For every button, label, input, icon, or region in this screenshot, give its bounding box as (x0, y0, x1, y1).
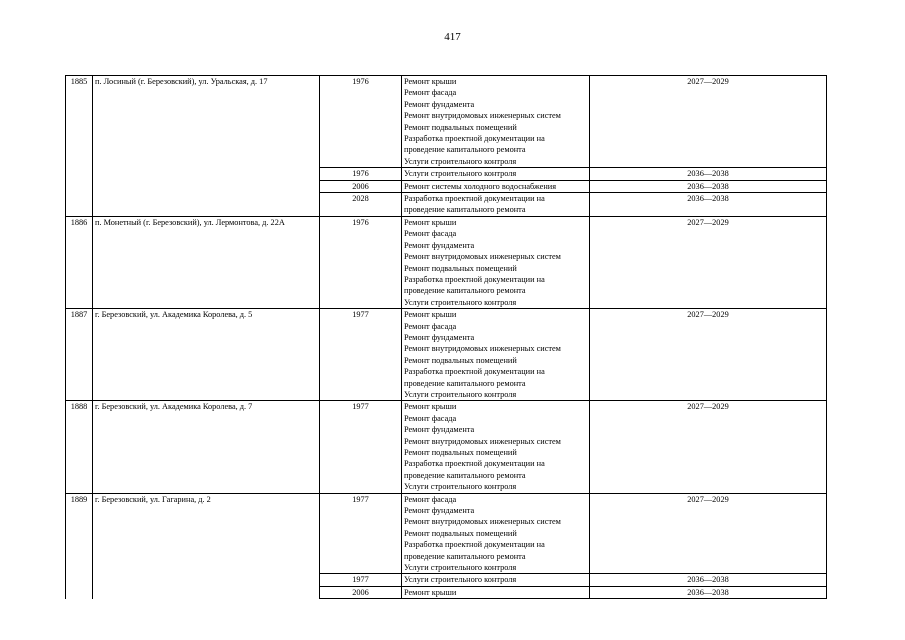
work-item: Ремонт фундамента (404, 240, 475, 250)
work-item: Ремонт крыши (404, 77, 457, 86)
work-list-cell (402, 76, 590, 168)
work-item: Разработка проектной документации на (404, 134, 545, 144)
work-item: Ремонт фасада (404, 229, 457, 239)
work-item: Ремонт фундамента (404, 506, 475, 516)
record-number: 1887 (66, 309, 93, 401)
work-item: Ремонт подвальных помещений (404, 448, 517, 457)
work-list-cell (402, 401, 590, 493)
record-address: г. Березовский, ул. Академика Королева, д. 7 (93, 401, 320, 493)
year-cell: 1977 (320, 309, 402, 401)
record-address: г. Березовский, ул. Академика Королева, д. 5 (93, 309, 320, 401)
work-list-cell (402, 168, 590, 180)
table-row (66, 309, 827, 401)
work-item: Ремонт фундамента (404, 332, 475, 342)
work-list-cell (402, 193, 590, 217)
work-item: Услуги строительного контроля (404, 169, 517, 179)
table-row (66, 493, 827, 574)
work-item: Разработка проектной документации на (404, 367, 545, 377)
year-cell: 2006 (320, 586, 402, 598)
work-list-cell (402, 309, 590, 401)
period-cell: 2027—2029 (590, 401, 827, 493)
period-cell: 2027—2029 (590, 493, 827, 574)
work-item: Ремонт подвальных помещений (404, 355, 517, 365)
work-item: Услуги строительного контроля (404, 482, 517, 492)
work-item: Разработка проектной документации на (404, 459, 545, 469)
work-item: проведение капитального ремонта (404, 286, 526, 296)
work-list-cell (402, 180, 590, 192)
work-list-cell (402, 493, 590, 574)
work-item: Услуги строительного контроля (404, 156, 517, 166)
record-address: г. Березовский, ул. Гагарина, д. 2 (93, 493, 320, 599)
year-cell: 1977 (320, 574, 402, 586)
work-item: Ремонт крыши (404, 217, 457, 227)
work-item: Услуги строительного контроля (404, 297, 517, 307)
work-item: Ремонт подвальных помещений (404, 528, 517, 538)
work-item: проведение капитального ремонта (404, 205, 526, 215)
year-cell: 1976 (320, 168, 402, 180)
work-item: проведение капитального ремонта (404, 145, 526, 155)
table-row (66, 76, 827, 168)
period-cell: 2027—2029 (590, 216, 827, 308)
work-item: Разработка проектной документации на (404, 274, 545, 284)
year-cell: 1976 (320, 216, 402, 308)
work-item: Ремонт системы холодного водоснабжения (404, 181, 557, 191)
period-cell: 2036—2038 (590, 168, 827, 180)
work-item: Ремонт фундамента (404, 425, 475, 435)
repair-schedule-table (65, 75, 827, 599)
work-item: Разработка проектной документации на (404, 540, 545, 550)
record-address: п. Лосиный (г. Березовский), ул. Уральская, д. 17 (93, 76, 320, 217)
year-cell: 1977 (320, 401, 402, 493)
table-row (66, 216, 827, 308)
period-cell: 2036—2038 (590, 586, 827, 598)
record-number: 1886 (66, 216, 93, 308)
work-list-cell (402, 216, 590, 308)
record-address: п. Монетный (г. Березовский), ул. Лермонтова, д. 22А (93, 216, 320, 308)
work-item: Услуги строительного контроля (404, 563, 517, 573)
year-cell: 1977 (320, 493, 402, 574)
work-item: Ремонт крыши (404, 310, 457, 320)
work-item: проведение капитального ремонта (404, 551, 526, 561)
work-item: Ремонт внутридомовых инженерных систем (404, 111, 561, 121)
work-item: Ремонт фасада (404, 321, 457, 331)
page-number: 417 (444, 31, 461, 43)
work-item: Ремонт крыши (404, 587, 457, 597)
work-item: Разработка проектной документации на (404, 194, 545, 204)
work-item: Ремонт фасада (404, 413, 457, 423)
year-cell: 1976 (320, 76, 402, 168)
work-item: Ремонт внутридомовых инженерных систем (404, 252, 561, 262)
work-item: Услуги строительного контроля (404, 575, 517, 585)
work-item: Ремонт фундамента (404, 99, 475, 109)
work-item: Ремонт крыши (404, 402, 457, 412)
record-number: 1889 (66, 493, 93, 599)
work-item: Ремонт внутридомовых инженерных систем (404, 517, 561, 527)
work-item: Ремонт фасада (404, 88, 457, 98)
period-cell: 2036—2038 (590, 574, 827, 586)
period-cell: 2027—2029 (590, 309, 827, 401)
work-list-cell (402, 574, 590, 586)
record-number: 1885 (66, 76, 93, 217)
work-item: Ремонт внутридомовых инженерных систем (404, 436, 561, 446)
work-item: Ремонт фасада (404, 494, 457, 504)
period-cell: 2027—2029 (590, 76, 827, 168)
work-list-cell (402, 586, 590, 598)
table-body (66, 76, 827, 599)
work-item: Ремонт подвальных помещений (404, 122, 517, 132)
period-cell: 2036—2038 (590, 180, 827, 192)
period-cell: 2036—2038 (590, 193, 827, 217)
year-cell: 2028 (320, 193, 402, 217)
work-item: Ремонт внутридомовых инженерных систем (404, 344, 561, 354)
work-item: проведение капитального ремонта (404, 378, 526, 388)
table-row (66, 401, 827, 493)
record-number: 1888 (66, 401, 93, 493)
work-item: Услуги строительного контроля (404, 389, 517, 399)
year-cell: 2006 (320, 180, 402, 192)
work-item: Ремонт подвальных помещений (404, 263, 517, 273)
work-item: проведение капитального ремонта (404, 470, 526, 480)
